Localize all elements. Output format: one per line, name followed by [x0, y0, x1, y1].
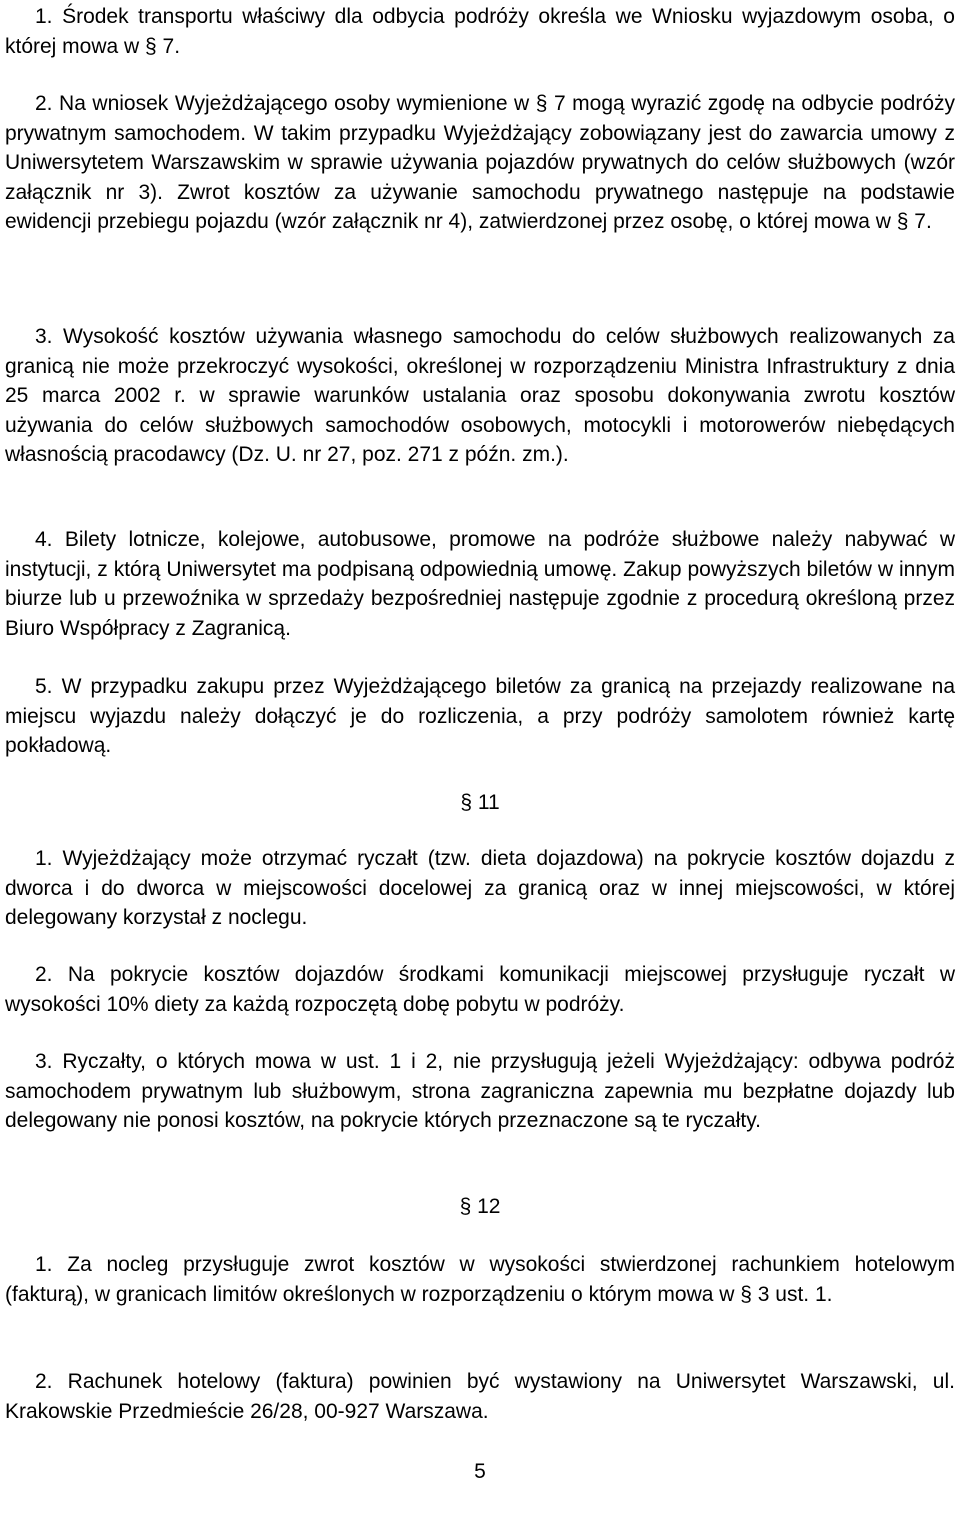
paragraph-12-2: 2. Rachunek hotelowy (faktura) powinien być wystawiony na Uniwersytet Warszawski, ul. Krakowskie Przedmieście 26/28, 00-927 Warszawa.	[5, 1370, 955, 1423]
paragraph-11-2: 2. Na pokrycie kosztów dojazdów środkami komunikacji miejscowej przysługuje ryczałt w wysokości 10% diety za każdą rozpoczętą dobę pobytu w podróży.	[5, 963, 955, 1016]
paragraph-11-3: 3. Ryczałty, o których mowa w ust. 1 i 2, nie przysługują jeżeli Wyjeżdżający: odbywa podróż samochodem prywatnym lub służbowym, strona zagraniczna zapewnia mu bezpłatne dojazdy lub delegowany nie ponosi kosztów, na pokrycie których przeznaczone są te ryczałty.	[5, 1050, 955, 1132]
paragraph-10-5: 5. W przypadku zakupu przez Wyjeżdżającego biletów za granicą na przejazdy realizowane na miejscu wyjazdu należy dołączyć je do rozliczenia, a przy podróży samolotem również kartę pokładową.	[5, 675, 955, 757]
paragraph-10-1: 1. Środek transportu właściwy dla odbycia podróży określa we Wniosku wyjazdowym osoba, o której mowa w § 7.	[5, 5, 955, 58]
paragraph-10-3: 3. Wysokość kosztów używania własnego samochodu do celów służbowych realizowanych za granicą nie może przekroczyć wysokości, określonej w rozporządzeniu Ministra Infrastruktury z dnia 25 marca 2002 r. w sprawie warunków ustalania oraz sposobu dokonywania zwrotu kosztów używania do celów służbowych samochodów osobowych, motocykli i motorowerów niebędących własnością pracodawcy (Dz. U. nr 27, poz. 271 z późn. zm.).	[5, 325, 955, 466]
section-heading-11: § 11	[460, 791, 500, 814]
paragraph-10-4: 4. Bilety lotnicze, kolejowe, autobusowe, promowe na podróże służbowe należy nabywać w instytucji, z którą Uniwersytet ma podpisaną odpowiednią umowę. Zakup powyższych biletów w innym biurze lub u przewoźnika w sprzedaży bezpośredniej następuje zgodnie z procedurą określoną przez Biuro Współpracy z Zagranicą.	[5, 528, 955, 640]
paragraph-10-2: 2. Na wniosek Wyjeżdżającego osoby wymienione w § 7 mogą wyrazić zgodę na odbycie podróży prywatnym samochodem. W takim przypadku Wyjeżdżający zobowiązany jest do zawarcia umowy z Uniwersytetem Warszawskim w sprawie używania pojazdów prywatnych do celów służbowych (wzór załącznik nr 3). Zwrot kosztów za używanie samochodu prywatnego następuje na podstawie ewidencji przebiegu pojazdu (wzór załącznik nr 4), zatwierdzonej przez osobę, o której mowa w § 7.	[5, 92, 955, 233]
paragraph-11-1: 1. Wyjeżdżający może otrzymać ryczałt (tzw. dieta dojazdowa) na pokrycie kosztów dojazdu z dworca i do dworca w miejscowości docelowej za granicą oraz w innej miejscowości, w której delegowany korzystał z noclegu.	[5, 847, 955, 929]
page-number: 5	[474, 1460, 486, 1483]
document-page	[5, 0, 955, 1517]
section-heading-12: § 12	[459, 1195, 501, 1218]
paragraph-12-1: 1. Za nocleg przysługuje zwrot kosztów w wysokości stwierdzonej rachunkiem hotelowym (fakturą), w granicach limitów określonych w rozporządzeniu o którym mowa w § 3 ust. 1.	[5, 1253, 955, 1306]
